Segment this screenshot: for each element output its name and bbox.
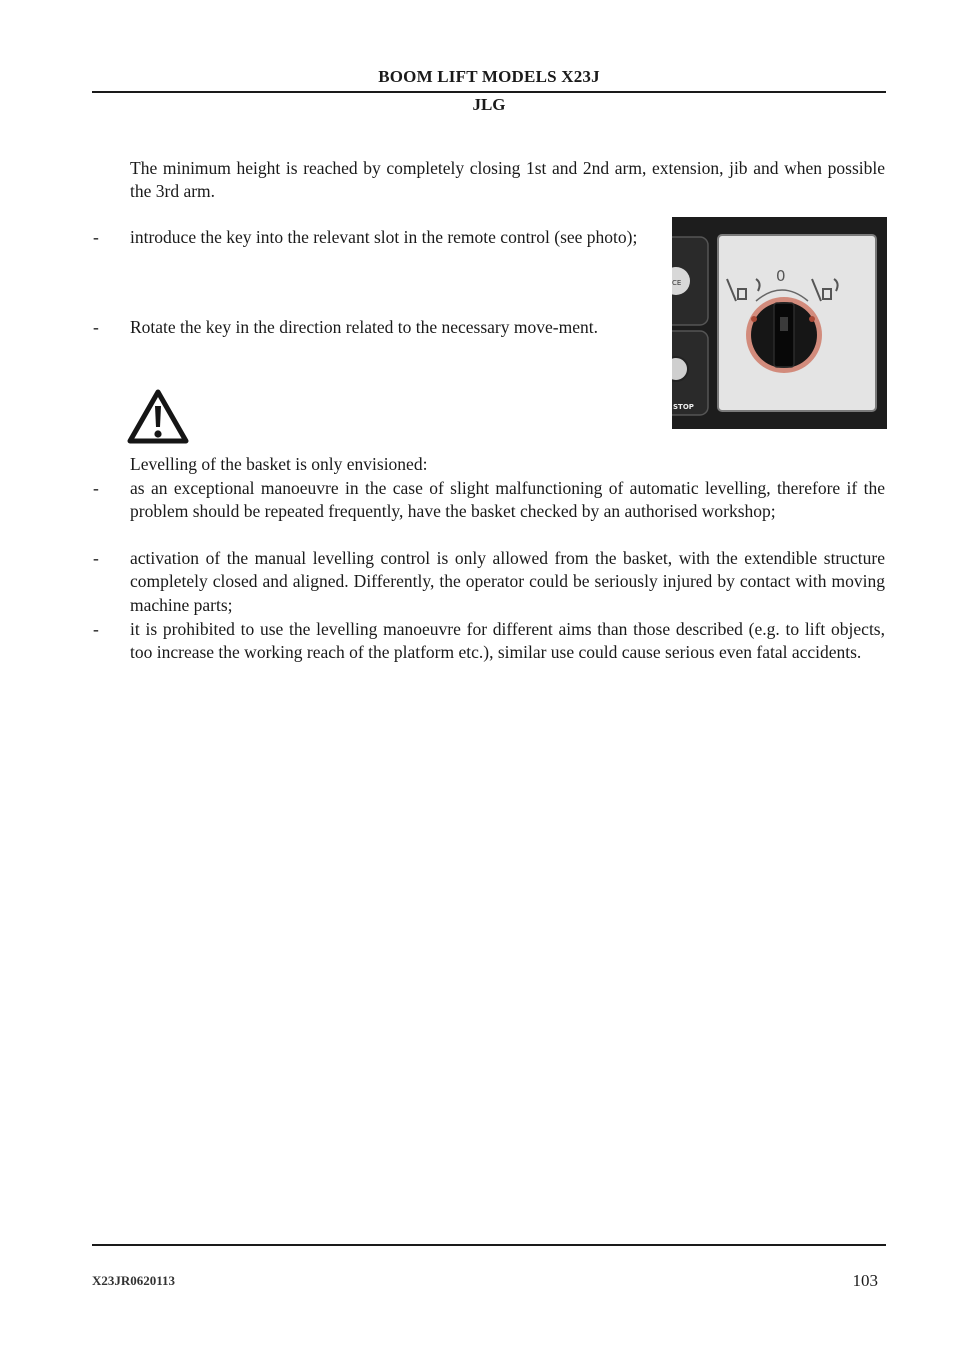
- remote-control-key-photo: [672, 217, 887, 429]
- warning-triangle-icon: [127, 389, 189, 444]
- page-number: 103: [852, 1271, 878, 1290]
- brand-name: JLG: [472, 95, 506, 114]
- warning-item-3-text: it is prohibited to use the levelling manoeuvre for different aims than those described (e.g. to lift objects, too increase the working reach of the platform etc.), similar use could cause serious even fatal accidents.: [130, 619, 885, 663]
- step-1-text: introduce the key into the relevant slot in the remote control (see photo);: [130, 227, 638, 247]
- photo-stop-label: STOP: [673, 403, 694, 411]
- warning-item-1-bullet: -: [93, 478, 99, 498]
- document-code: X23JR0620113: [92, 1273, 176, 1288]
- warning-item-2-bullet: -: [93, 548, 99, 568]
- document-title: BOOM LIFT MODELS X23J: [378, 67, 600, 86]
- warning-item-1-text: as an exceptional manoeuvre in the case of slight malfunctioning of automatic levelling, therefore if the problem should be repeated frequently, have the basket checked by an authorised workshop;: [130, 478, 885, 522]
- step-2-bullet: -: [93, 317, 99, 337]
- footer-rule: [92, 1244, 886, 1246]
- warning-item-3-bullet: -: [93, 619, 99, 639]
- warning-intro: Levelling of the basket is only envisioned:: [130, 454, 428, 474]
- intro-paragraph: The minimum height is reached by completely closing 1st and 2nd arm, extension, jib and when possible the 3rd arm.: [130, 158, 885, 202]
- photo-zero-label: 0: [776, 267, 786, 285]
- photo-side-label: CE: [672, 279, 682, 287]
- warning-item-2-text: activation of the manual levelling control is only allowed from the basket, with the extendible structure completely closed and aligned. Differently, the operator could be seriously injured by contact with moving machine parts;: [130, 548, 885, 615]
- step-2-text: Rotate the key in the direction related to the necessary move-ment.: [130, 317, 598, 337]
- step-1-bullet: -: [93, 227, 99, 247]
- header-rule: [92, 91, 886, 93]
